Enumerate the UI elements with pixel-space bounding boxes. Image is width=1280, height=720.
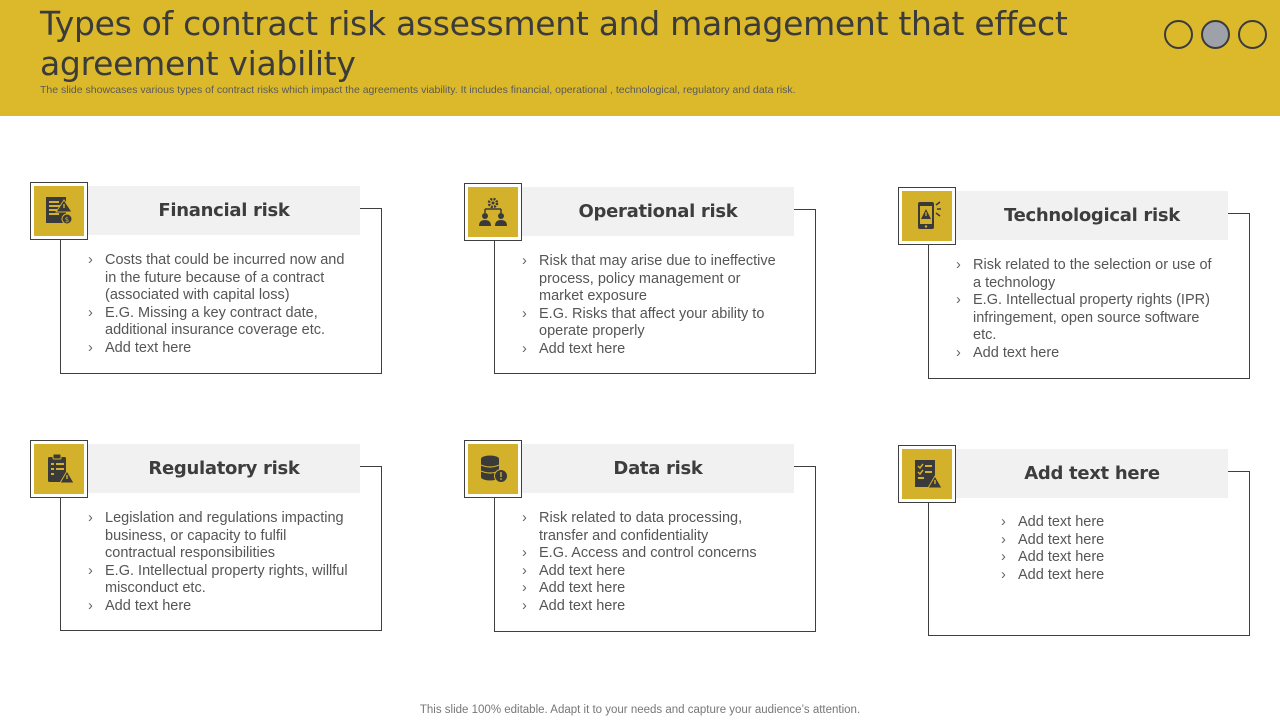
list-item: › Risk that may arise due to ineffective process, policy management or market exposure bbox=[521, 253, 786, 306]
list-item: › Costs that could be incurred now and in the future because of a contract (associated with capital loss) bbox=[87, 252, 352, 305]
card-title: Regulatory risk bbox=[88, 444, 360, 493]
list-item: › Add text here bbox=[521, 341, 786, 359]
card-icon-box bbox=[898, 445, 956, 503]
list-item: › Add text here bbox=[955, 345, 1220, 363]
card-icon-box bbox=[464, 183, 522, 241]
list-item: › Add text here bbox=[521, 598, 786, 616]
checklist-warning-icon bbox=[902, 449, 952, 499]
card-icon-box bbox=[30, 182, 88, 240]
circle-filled-icon bbox=[1201, 20, 1230, 49]
card-title: Operational risk bbox=[522, 187, 794, 236]
card-bullets bbox=[87, 252, 352, 358]
card-title: Technological risk bbox=[956, 191, 1228, 240]
database-warning-icon bbox=[468, 444, 518, 494]
list-item: › Add text here bbox=[521, 580, 786, 598]
footer-note: This slide 100% editable. Adapt it to your needs and capture your audience’s attention. bbox=[419, 704, 861, 716]
card-icon-box bbox=[464, 440, 522, 498]
circle-icon bbox=[1164, 20, 1193, 49]
card-bullets bbox=[87, 510, 352, 616]
team-gear-icon bbox=[468, 187, 518, 237]
svg-text:$: $ bbox=[64, 216, 70, 224]
list-item: › Legislation and regulations impacting business, or capacity to fulfil contractual responsibilities bbox=[87, 510, 352, 563]
page-title: Types of contract risk assessment and management that effect agreement viability bbox=[40, 4, 1068, 83]
decorative-circles bbox=[1164, 20, 1267, 49]
card-bullets bbox=[521, 510, 786, 616]
list-item: › E.G. Risks that affect your ability to operate properly bbox=[521, 306, 786, 341]
list-item: › E.G. Intellectual property rights (IPR) infringement, open source software etc. bbox=[955, 292, 1220, 345]
list-item: › E.G. Access and control concerns bbox=[521, 545, 786, 563]
card-title: Add text here bbox=[956, 449, 1228, 498]
list-item: › Add text here bbox=[1000, 549, 1200, 567]
card-icon-box bbox=[30, 440, 88, 498]
card-icon-box bbox=[898, 187, 956, 245]
card-bullets bbox=[1000, 514, 1200, 584]
list-item: › E.G. Intellectual property rights, willful misconduct etc. bbox=[87, 563, 352, 598]
mobile-warning-icon bbox=[902, 191, 952, 241]
list-item: › Risk related to the selection or use of a technology bbox=[955, 257, 1220, 292]
list-item: › Add text here bbox=[87, 598, 352, 616]
list-item: › Add text here bbox=[521, 563, 786, 581]
clipboard-warning-icon bbox=[34, 444, 84, 494]
card-bullets bbox=[955, 257, 1220, 363]
list-item: › Add text here bbox=[87, 340, 352, 358]
list-item: › Add text here bbox=[1000, 567, 1200, 585]
page-subtitle: The slide showcases various types of contract risks which impact the agreements viability. It includes financial, operational , technological, regulatory and data risk. bbox=[40, 84, 796, 96]
list-item: › Risk related to data processing, transfer and confidentiality bbox=[521, 510, 786, 545]
financial-document-icon bbox=[34, 186, 84, 236]
circle-icon bbox=[1238, 20, 1267, 49]
card-title: Data risk bbox=[522, 444, 794, 493]
list-item: › Add text here bbox=[1000, 532, 1200, 550]
card-bullets bbox=[521, 253, 786, 359]
list-item: › Add text here bbox=[1000, 514, 1200, 532]
header-band bbox=[0, 0, 1280, 116]
card-title: Financial risk bbox=[88, 186, 360, 235]
list-item: › E.G. Missing a key contract date, additional insurance coverage etc. bbox=[87, 305, 352, 340]
